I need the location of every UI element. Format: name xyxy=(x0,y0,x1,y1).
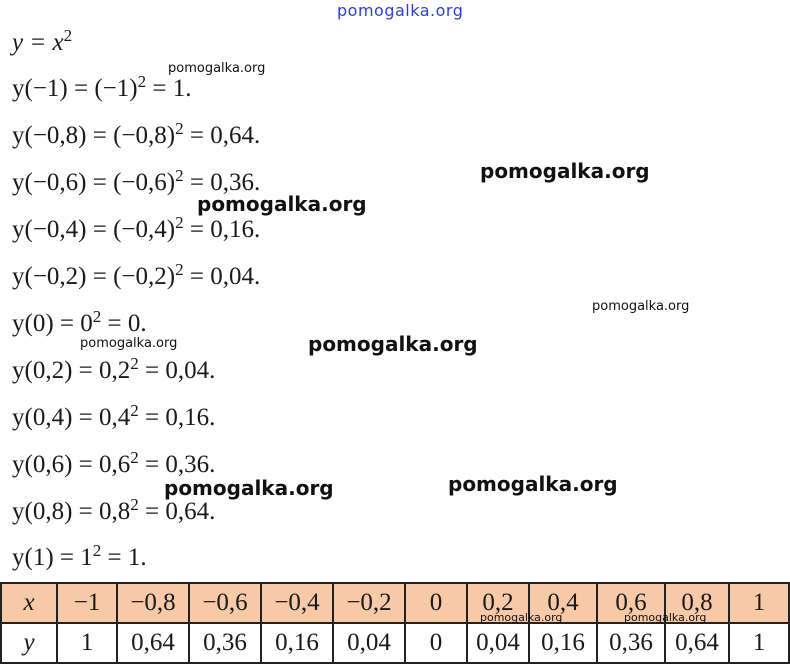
table-cell-y: 0,64 xyxy=(117,623,189,663)
table-cell-x: −0,8 xyxy=(117,583,189,623)
table-cell-x: −0,6 xyxy=(189,583,261,623)
watermark-top: pomogalka.org xyxy=(337,1,464,20)
table-cell-y: 0 xyxy=(405,623,467,663)
calc-line-1-right: = 1. xyxy=(146,75,192,102)
calc-line-5 xyxy=(12,262,260,292)
table-cell-y: 0,16 xyxy=(261,623,333,663)
table-cell-y: 0,04 xyxy=(333,623,405,663)
table-cell-y: 0,36 xyxy=(189,623,261,663)
calc-line-9-exp: 2 xyxy=(130,448,139,467)
table-cell-x: 0,8 xyxy=(665,583,729,623)
calc-line-10-exp: 2 xyxy=(130,495,139,514)
watermark-10: pomogalka.org xyxy=(624,611,707,624)
calc-line-7-right: = 0,04. xyxy=(138,357,216,384)
table-cell-x: 0,4 xyxy=(529,583,597,623)
table-cell-x: 0 xyxy=(405,583,467,623)
calc-line-11-left: y(1) = 1 xyxy=(12,544,93,571)
table-cell-x: −0,4 xyxy=(261,583,333,623)
calc-line-8 xyxy=(12,403,215,433)
calc-line-2-left: y(−0,8) = (−0,8) xyxy=(12,122,176,149)
calc-line-1 xyxy=(12,74,191,104)
calc-line-6-right: = 0. xyxy=(101,310,147,337)
table-cell-x: −0,2 xyxy=(333,583,405,623)
calc-line-9-left: y(0,6) = 0,6 xyxy=(12,451,131,478)
calc-line-4-left: y(−0,4) = (−0,4) xyxy=(12,216,176,243)
table-header-y: y xyxy=(1,623,57,663)
calc-line-2 xyxy=(12,121,260,151)
calc-line-5-right: = 0,04. xyxy=(183,263,261,290)
calc-line-6-exp: 2 xyxy=(92,307,102,326)
calc-line-7 xyxy=(12,356,215,386)
table-header-x: x xyxy=(1,583,57,623)
calc-line-2-right: = 0,64. xyxy=(183,122,261,149)
calc-line-9-right: = 0,36. xyxy=(138,451,216,478)
table-cell-y: 0,36 xyxy=(597,623,665,663)
calc-line-10 xyxy=(12,497,215,527)
watermark-1: pomogalka.org xyxy=(168,61,266,76)
calc-line-11 xyxy=(12,543,147,573)
watermark-9: pomogalka.org xyxy=(480,611,563,624)
calc-line-7-exp: 2 xyxy=(130,354,139,373)
calc-line-11-right: = 1. xyxy=(101,544,147,571)
calc-line-4-exp: 2 xyxy=(175,213,184,232)
calc-line-4 xyxy=(12,215,260,245)
table-cell-x: −1 xyxy=(57,583,117,623)
table-row-y xyxy=(1,623,789,663)
calc-line-3-left: y(−0,6) = (−0,6) xyxy=(12,169,176,196)
calc-line-5-left: y(−0,2) = (−0,2) xyxy=(12,263,176,290)
watermark-2: pomogalka.org xyxy=(480,159,650,183)
calc-line-10-right: = 0,64. xyxy=(138,498,216,525)
table-cell-y: 1 xyxy=(729,623,789,663)
calc-line-5-exp: 2 xyxy=(175,260,184,279)
table-cell-y: 0,16 xyxy=(529,623,597,663)
table-cell-x: 0,6 xyxy=(597,583,665,623)
calc-line-6-left: y(0) = 0 xyxy=(12,310,93,337)
watermark-5: pomogalka.org xyxy=(80,336,178,351)
calc-line-7-left: y(0,2) = 0,2 xyxy=(12,357,131,384)
calc-line-10-left: y(0,8) = 0,8 xyxy=(12,498,131,525)
formula-line xyxy=(12,28,72,58)
watermark-8: pomogalka.org xyxy=(448,472,618,496)
calc-line-1-left: y(−1) = (−1) xyxy=(12,75,138,102)
formula-exponent: 2 xyxy=(63,26,73,45)
calc-line-6 xyxy=(12,309,147,339)
calc-line-8-right: = 0,16. xyxy=(138,404,216,431)
calc-line-3-exp: 2 xyxy=(175,166,184,185)
calc-line-11-exp: 2 xyxy=(92,541,102,560)
calc-line-1-exp: 2 xyxy=(137,72,147,91)
watermark-4: pomogalka.org xyxy=(592,299,690,314)
table-cell-y: 0,64 xyxy=(665,623,729,663)
calc-line-8-exp: 2 xyxy=(130,401,139,420)
watermark-3: pomogalka.org xyxy=(197,192,367,216)
watermark-7: pomogalka.org xyxy=(164,476,334,500)
table-cell-y: 1 xyxy=(57,623,117,663)
formula-lhs: y = x xyxy=(12,29,64,56)
watermark-6: pomogalka.org xyxy=(308,332,478,356)
calc-line-3-right: = 0,36. xyxy=(183,169,261,196)
calc-line-8-left: y(0,4) = 0,4 xyxy=(12,404,131,431)
table-cell-x: 0,2 xyxy=(467,583,529,623)
calc-line-2-exp: 2 xyxy=(175,119,184,138)
calc-line-4-right: = 0,16. xyxy=(183,216,261,243)
table-cell-y: 0,04 xyxy=(467,623,529,663)
table-cell-x: 1 xyxy=(729,583,789,623)
